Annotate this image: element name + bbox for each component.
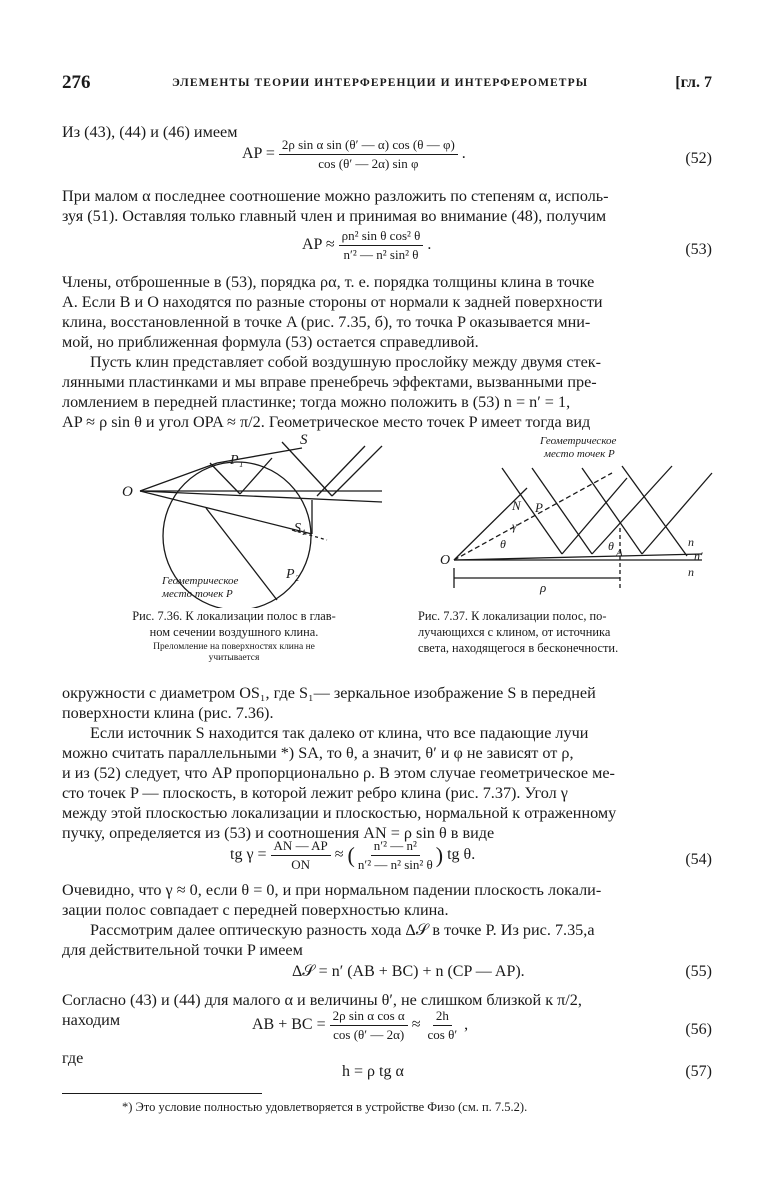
equation-57: h = ρ tg α [342, 1063, 404, 1080]
eq54-denominator-2: n′² — n² sin² θ [357, 857, 433, 872]
eq56-denominator-1: cos (θ′ — 2α) [333, 1027, 405, 1042]
text-line: поверхности клина (рис. 7.36). [62, 704, 274, 722]
figure-7-37 [432, 428, 722, 608]
text-line: между этой плоскостью локализации и плоскостью, нормальной к отраженному [62, 804, 617, 822]
ray-line [502, 468, 562, 554]
text-line: ломлением в передней пластинке; тогда можно положить в (53) n = n′ = 1, [62, 393, 571, 411]
eq52-fraction [279, 137, 458, 172]
text-line: Пусть клин представляет собой воздушную прослойку между двумя стек- [90, 353, 602, 371]
text-line: и из (52) следует, что AP пропорционально ρ. В этом случае геометрическое ме- [62, 764, 615, 782]
book-page [62, 0, 712, 1200]
caption-line: Рис. 7.37. К локализации полос, по- [418, 609, 607, 623]
running-title: ЭЛЕМЕНТЫ ТЕОРИИ ИНТЕРФЕРЕНЦИИ И ИНТЕРФЕРОМЕТРЫ [172, 77, 589, 89]
text-line: Согласно (43) и (44) для малого α и величины θ′, не слишком близкой к π/2, [62, 991, 582, 1009]
eq53-denominator: n′² — n² sin² θ [343, 247, 419, 262]
text-line: клина, восстановленной в точке A (рис. 7.35, б), то точка P оказывается мни- [62, 313, 591, 331]
caption-note: Преломление на поверхностях клина не [153, 642, 315, 652]
wedge-back-surface [454, 554, 702, 560]
eq53-numerator: ρn² sin θ cos² θ [339, 228, 424, 246]
eq56-numerator-1: 2ρ sin α cos α [330, 1008, 408, 1026]
text-line: находим [62, 1011, 121, 1029]
eq56-tail: , [464, 1016, 469, 1034]
equation-55: Δ𝒮 = n′ (AB + BC) + n (CP — AP). [292, 963, 525, 980]
localization-plane [454, 473, 612, 560]
text-line: лянными пластинками и мы вправе пренебречь эффектами, вызванными пре- [62, 373, 597, 391]
ray-line [240, 458, 272, 494]
eq52-denominator: cos (θ′ — 2α) sin φ [318, 156, 419, 171]
text-line: окружности с диаметром OS₁, где S₁— зеркальное изображение S в передней [62, 684, 596, 702]
eq56-numerator-2: 2h [433, 1008, 452, 1026]
eq54-denominator-1: ON [291, 857, 311, 872]
label-N: N [512, 498, 521, 513]
eq56-fraction-1 [330, 1008, 408, 1043]
text-line: Рассмотрим далее оптическую разность хода Δ𝒮 в точке P. Из рис. 7.35,а [90, 921, 595, 939]
text-line: A. Если B и O находятся по разные стороны от нормали к задней поверхности [62, 293, 603, 311]
equation-56 [252, 1008, 468, 1043]
text-line: для действительной точки P имеем [62, 941, 303, 959]
ray-line [140, 463, 217, 491]
equation-number-53: (53) [685, 241, 712, 258]
equation-number-52: (52) [685, 150, 712, 167]
text-line: зации полос совпадает с передней поверхностью клина. [62, 901, 449, 919]
footnote: *) Это условие полностью удовлетворяется в устройстве Физо (см. п. 7.5.2). [122, 1100, 528, 1114]
label-P2: P₂ [286, 567, 300, 582]
label-S: S [300, 432, 308, 448]
equation-53 [302, 228, 431, 263]
text-line: зуя (51). Оставляя только главный член и принимая во внимание (48), получим [62, 207, 607, 225]
text-line: Из (43), (44) и (46) имеем [62, 123, 238, 141]
eq54-fraction-2 [355, 838, 436, 873]
page-number: 276 [62, 72, 91, 93]
running-header [62, 72, 712, 96]
eq53-fraction [339, 228, 424, 263]
label-n-prime: n′ [694, 549, 703, 563]
label-P1: P₁ [230, 453, 244, 468]
caption-note: учитывается [208, 653, 260, 663]
equation-number-54: (54) [685, 851, 712, 868]
label-S1: S₁ [294, 521, 306, 536]
figure-7-36 [82, 428, 402, 608]
figure-7-37-caption [418, 608, 718, 656]
label-O: O [440, 553, 451, 568]
text-line: где [62, 1049, 84, 1067]
label-theta: θ [500, 537, 506, 551]
footnote-rule [62, 1093, 262, 1094]
eq56-lhs: AB + BC = [252, 1016, 326, 1034]
eq54-tail: tg θ. [447, 846, 476, 864]
eq52-numerator: 2ρ sin α sin (θ′ — α) cos (θ — φ) [279, 137, 458, 155]
label-rho: ρ [540, 580, 547, 595]
text-line: Члены, отброшенные в (53), порядка ρα, т. е. порядка толщины клина в точке [62, 273, 595, 291]
equation-number-55: (55) [685, 963, 712, 980]
locus-label-line2: место точек P [162, 588, 233, 600]
text-line: Если источник S находится так далеко от клина, что все падающие лучи [90, 724, 589, 742]
label-n: n [688, 565, 694, 579]
text-line: AP ≈ ρ sin θ и угол OPA ≈ π/2. Геометрическое место точек P имеет тогда вид [62, 413, 591, 431]
label-n: n [688, 535, 694, 549]
eq54-fraction-1 [271, 838, 331, 873]
locus-label-line1: Геометрическое [162, 575, 239, 587]
label-gamma: γ [512, 519, 517, 533]
eq52-tail: . [461, 145, 466, 163]
eq53-lhs: AP ≈ [302, 236, 335, 254]
eq56-fraction-2 [425, 1008, 461, 1043]
label-P: P [535, 500, 543, 515]
eq54-numerator-2: n′² — n² [371, 838, 420, 856]
equation-54: tg γ = $\frac{AN — AP}{ON}$ ≈ ( $\frac{\text{n′² — n²}}{\text{n′² — n² sin² θ}}$ ) tg θ. [230, 838, 476, 872]
equation-52 [242, 137, 466, 172]
caption-line: лучающихся с клином, от источника [418, 625, 611, 639]
eq54-lhs: tg γ = [230, 846, 267, 864]
chapter-marker: [гл. 7 [675, 74, 712, 91]
caption-line: Рис. 7.36. К локализации полос в глав- [132, 609, 336, 623]
eq53-tail: . [427, 236, 432, 254]
text-line: можно считать параллельными *) SA, то θ, а значит, θ′ и φ не зависят от ρ, [62, 744, 574, 762]
label-theta: θ [608, 539, 614, 553]
eq56-denominator-2: cos θ′ [427, 1027, 458, 1042]
caption-line: ном сечении воздушного клина. [149, 625, 319, 639]
eq52-lhs: AP = [242, 145, 275, 163]
eq54-numerator-1: AN — AP [271, 838, 331, 856]
text-line: сто точек P — плоскость, в которой лежит ребро клина (рис. 7.37). Угол γ [62, 784, 568, 802]
eq56-approx: ≈ [411, 1016, 421, 1034]
ray-line [562, 478, 627, 554]
equation-number-57: (57) [685, 1063, 712, 1080]
locus-label-line1: Геометрическое [540, 435, 617, 447]
text-line: При малом α последнее соотношение можно разложить по степеням α, исполь- [62, 187, 609, 205]
figure-7-36-caption [84, 608, 384, 664]
text-line: Очевидно, что γ ≈ 0, если θ = 0, и при нормальном падении плоскость локали- [62, 881, 602, 899]
locus-label-line2: место точек P [544, 448, 615, 460]
eq54-approx: ≈ [334, 846, 344, 864]
label-O: O [122, 484, 133, 500]
label-A: A [616, 547, 623, 559]
text-line: пучку, определяется из (53) и соотношения AN = ρ sin θ в виде [62, 824, 495, 842]
equation-number-56: (56) [685, 1021, 712, 1038]
text-line: мой, но приближенная формула (53) остается справедливой. [62, 333, 479, 351]
caption-line: света, находящегося в бесконечности. [418, 641, 619, 655]
